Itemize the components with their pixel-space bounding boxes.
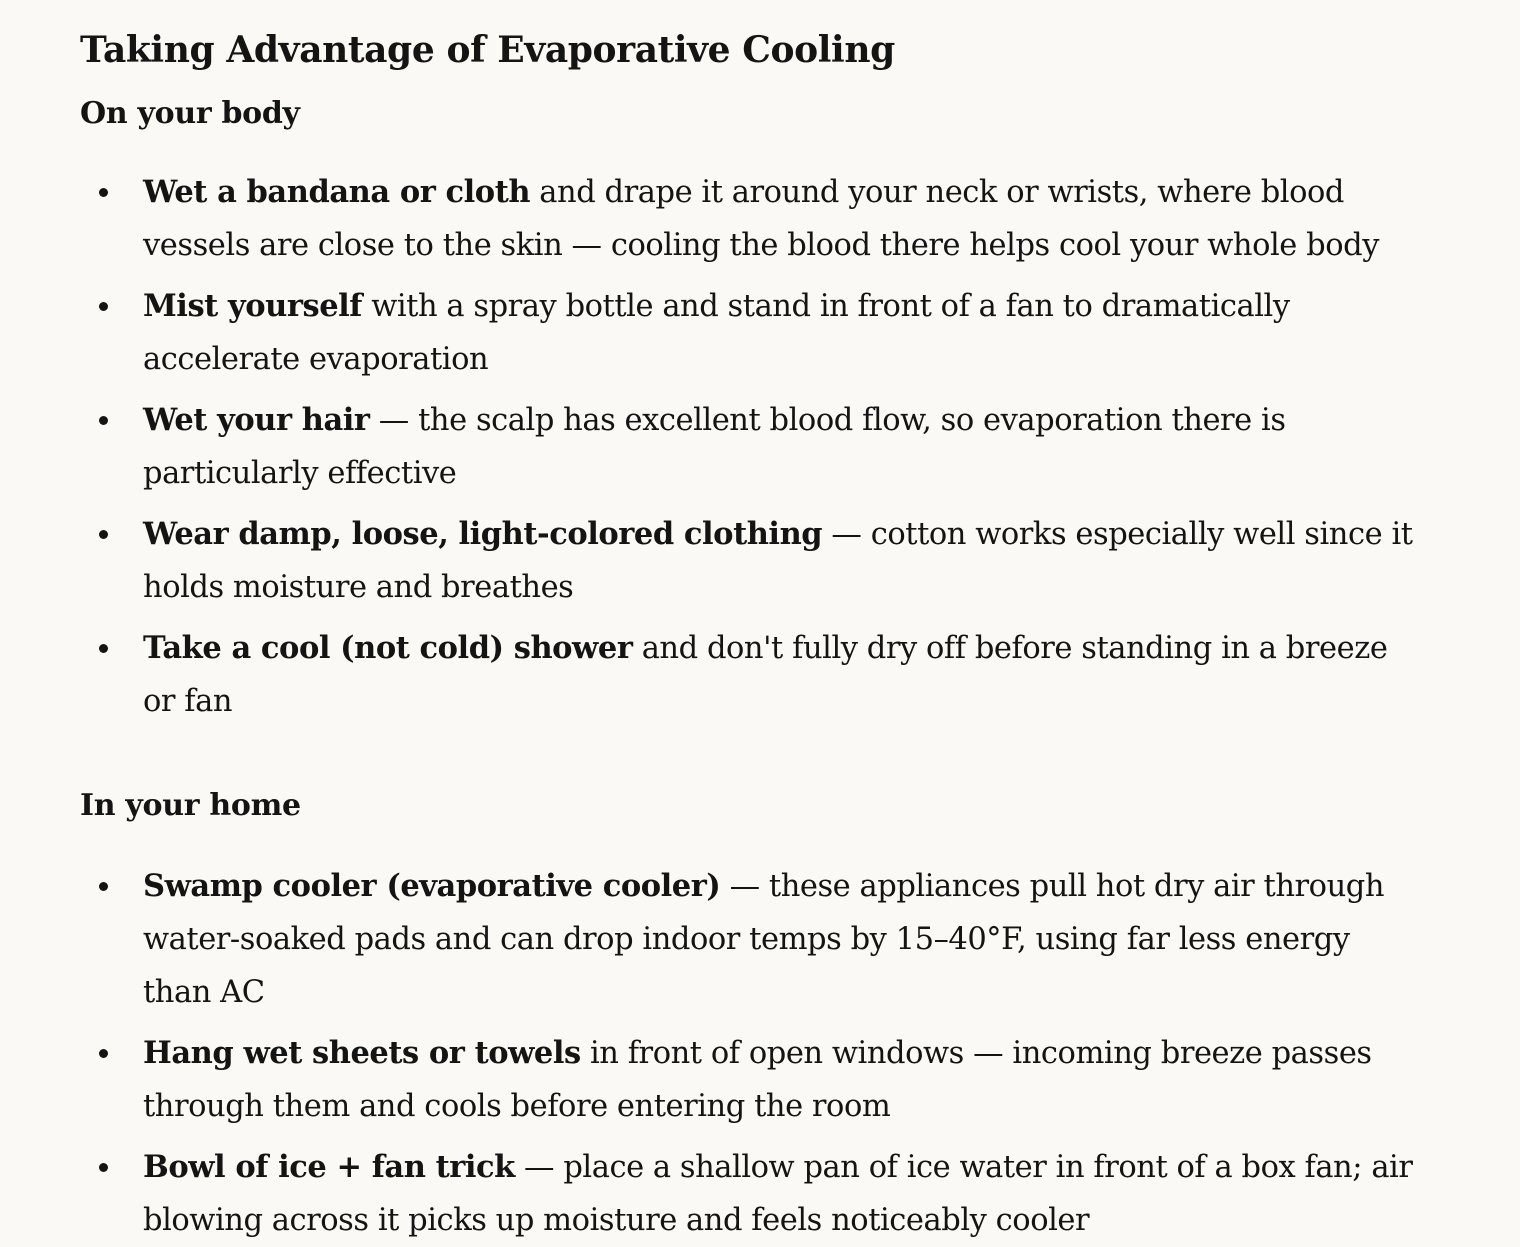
item-text: — the scalp has excellent blood flow, so evaporation there is particularly effective (143, 403, 1286, 491)
bullet-icon (99, 1163, 108, 1172)
item-text: in front of open windows — incoming breeze passes through them and cools before entering the room (143, 1036, 1372, 1124)
item-text: — place a shallow pan of ice water in front of a box fan; air blowing across it picks up moisture and feels noticeably cooler (143, 1150, 1413, 1238)
body-tips-list (80, 166, 1440, 728)
item-text: and drape it around your neck or wrists, where blood vessels are close to the skin — cooling the blood there helps cool your whole body (143, 175, 1379, 263)
bullet-icon (99, 188, 108, 197)
item-bold-lead: Swamp cooler (evaporative cooler) (143, 868, 721, 904)
item-bold-lead: Wet your hair (143, 402, 370, 438)
list-item (80, 166, 1440, 272)
home-tips-list (80, 860, 1440, 1247)
item-text: with a spray bottle and stand in front of a fan to dramatically accelerate evaporation (143, 289, 1290, 377)
bullet-icon (99, 1049, 108, 1058)
bullet-icon (99, 882, 108, 891)
list-item (80, 394, 1440, 500)
item-text: — cotton works especially well since it holds moisture and breathes (143, 517, 1413, 605)
list-item (80, 508, 1440, 614)
bullet-icon (99, 302, 108, 311)
item-text: and don't fully dry off before standing in a breeze or fan (143, 631, 1388, 719)
item-bold-lead: Wet a bandana or cloth (143, 174, 531, 210)
item-bold-lead: Mist yourself (143, 288, 362, 324)
list-item (80, 280, 1440, 386)
bullet-icon (99, 644, 108, 653)
item-bold-lead: Wear damp, loose, light-colored clothing (143, 516, 823, 552)
bullet-icon (99, 416, 108, 425)
item-bold-lead: Bowl of ice + fan trick (143, 1149, 515, 1185)
section-heading-home: In your home (80, 788, 301, 823)
bullet-icon (99, 530, 108, 539)
list-item (80, 860, 1440, 1019)
item-bold-lead: Take a cool (not cold) shower (143, 630, 633, 666)
list-item (80, 622, 1440, 728)
page-title: Taking Advantage of Evaporative Cooling (80, 29, 895, 71)
item-bold-lead: Hang wet sheets or towels (143, 1035, 581, 1071)
list-item (80, 1141, 1440, 1247)
item-text: — these appliances pull hot dry air through water-soaked pads and can drop indoor temps by 15–40°F, using far less energy than AC (143, 869, 1385, 1010)
section-heading-body: On your body (80, 96, 300, 131)
list-item (80, 1027, 1440, 1133)
